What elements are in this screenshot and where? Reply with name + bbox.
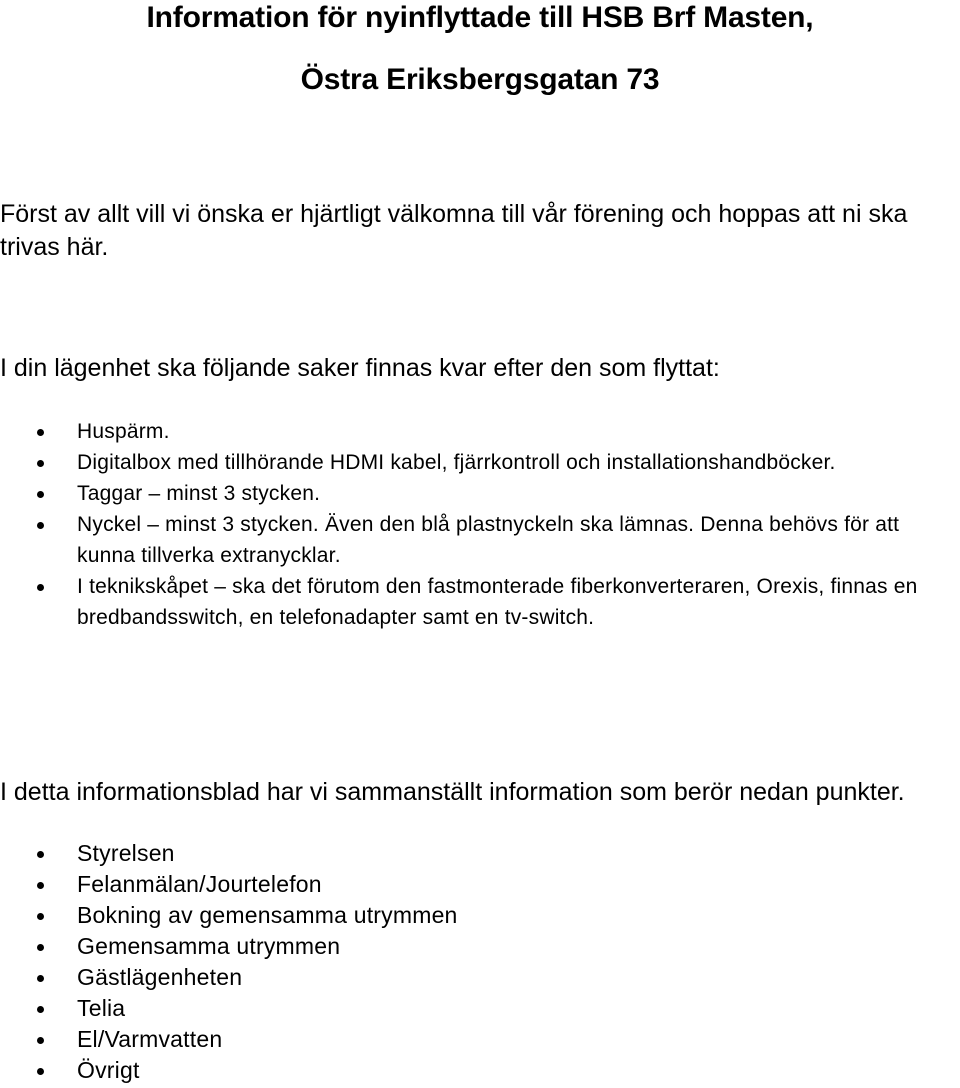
bullet-icon <box>37 913 44 920</box>
list-item-text: Styrelsen <box>77 840 175 866</box>
bullet-icon <box>37 1006 44 1013</box>
list-item <box>0 1055 960 1086</box>
bullet-icon <box>37 491 44 498</box>
list-item <box>0 838 960 869</box>
welcome-paragraph: Först av allt vill vi önska er hjärtligt välkomna till vår förening och hoppas att ni ska trivas här. <box>0 200 908 261</box>
apartment-items-list <box>0 416 960 633</box>
bullet-icon <box>37 1068 44 1075</box>
list-item <box>0 993 960 1024</box>
list-item-text: Digitalbox med tillhörande HDMI kabel, fjärrkontroll och installationshandböcker. <box>77 451 836 474</box>
list-item <box>0 416 960 447</box>
list-item-text: El/Varmvatten <box>77 1026 223 1052</box>
list-item-text: Gemensamma utrymmen <box>77 933 341 959</box>
document-title-line-2: Östra Eriksbergsgatan 73 <box>300 63 660 96</box>
topics-list <box>0 838 960 1086</box>
list-item <box>0 869 960 900</box>
list-item <box>0 509 960 571</box>
bullet-icon <box>37 1037 44 1044</box>
bullet-icon <box>37 851 44 858</box>
list-item <box>0 571 960 633</box>
list-item-text: I teknikskåpet – ska det förutom den fastmonterade fiberkonverteraren, Orexis, finnas en bredbandsswitch, en telefonadapter samt en tv-switch. <box>77 575 918 629</box>
list-item <box>0 1024 960 1055</box>
bullet-icon <box>37 522 44 529</box>
document-title-line-1: Information för nyinflyttade till HSB Brf Masten, <box>146 1 814 34</box>
bullet-icon <box>37 584 44 591</box>
list-item <box>0 931 960 962</box>
items-intro-paragraph: I din lägenhet ska följande saker finnas kvar efter den som flyttat: <box>0 354 720 382</box>
list-item-text: Taggar – minst 3 stycken. <box>77 482 321 505</box>
bullet-icon <box>37 975 44 982</box>
list-item <box>0 900 960 931</box>
bullet-icon <box>37 944 44 951</box>
list-item-text: Bokning av gemensamma utrymmen <box>77 902 458 928</box>
list-item-text: Telia <box>77 995 126 1021</box>
list-item-text: Nyckel – minst 3 stycken. Även den blå plastnyckeln ska lämnas. Denna behövs för att kunna tillverka extranycklar. <box>77 513 900 567</box>
bullet-icon <box>37 460 44 467</box>
topics-intro-paragraph: I detta informationsblad har vi sammanställt information som berör nedan punkter. <box>0 778 905 806</box>
list-item-text: Övrigt <box>77 1057 140 1083</box>
bullet-icon <box>37 882 44 889</box>
list-item-text: Gästlägenheten <box>77 964 243 990</box>
list-item-text: Felanmälan/Jourtelefon <box>77 871 322 897</box>
list-item <box>0 478 960 509</box>
list-item <box>0 962 960 993</box>
list-item <box>0 447 960 478</box>
list-item-text: Huspärm. <box>77 420 170 443</box>
bullet-icon <box>37 429 44 436</box>
